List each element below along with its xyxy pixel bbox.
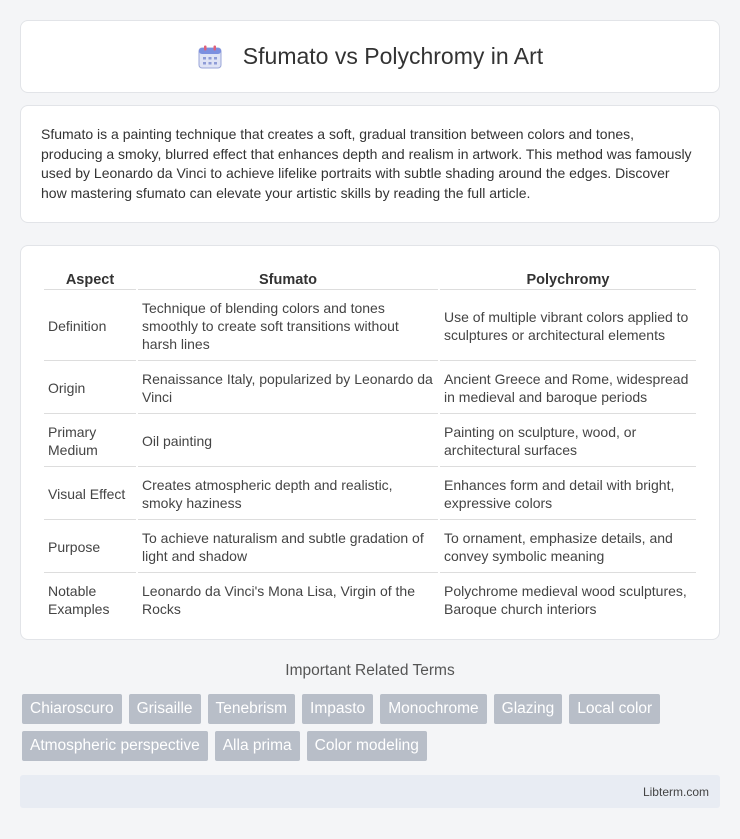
sfumato-cell: To achieve naturalism and subtle gradation of light and shadow [138, 522, 438, 573]
related-term-tag[interactable]: Local color [569, 694, 660, 724]
related-term-tag[interactable]: Color modeling [307, 731, 427, 761]
polychromy-cell: Polychrome medieval wood sculptures, Baroque church interiors [444, 583, 687, 617]
page-title: Sfumato vs Polychromy in Art [242, 43, 544, 69]
sfumato-cell: Creates atmospheric depth and realistic, smoky haziness [138, 469, 438, 520]
aspect-cell: Origin [44, 363, 136, 414]
related-term-tag[interactable]: Monochrome [380, 694, 486, 724]
comparison-table-card [20, 245, 720, 640]
footer [20, 775, 720, 808]
sfumato-cell: Renaissance Italy, popularized by Leonardo da Vinci [138, 363, 438, 414]
aspect-cell: Notable Examples [48, 583, 110, 617]
table-row [44, 469, 696, 520]
intro-card [20, 105, 720, 223]
related-term-tag[interactable]: Grisaille [129, 694, 201, 724]
sfumato-cell: Oil painting [138, 416, 438, 467]
table-row [44, 292, 696, 361]
polychromy-cell: Ancient Greece and Rome, widespread in medieval and baroque periods [440, 363, 696, 414]
table-row [44, 416, 696, 467]
column-header-sfumato: Sfumato [138, 268, 438, 290]
related-term-tag[interactable]: Tenebrism [208, 694, 296, 724]
polychromy-cell: Enhances form and detail with bright, expressive colors [440, 469, 696, 520]
polychromy-cell: To ornament, emphasize details, and convey symbolic meaning [440, 522, 696, 573]
table-row [44, 575, 696, 625]
aspect-cell: Purpose [44, 522, 136, 573]
column-header-aspect: Aspect [44, 268, 136, 290]
related-terms-title: Important Related Terms [285, 662, 455, 679]
aspect-cell: Visual Effect [44, 469, 136, 520]
footer-site-link[interactable]: Libterm.com [642, 785, 709, 799]
related-term-tag[interactable]: Atmospheric perspective [22, 731, 208, 761]
header-card [20, 20, 720, 93]
related-term-tag[interactable]: Alla prima [215, 731, 300, 761]
sfumato-cell: Technique of blending colors and tones smoothly to create soft transitions without harsh lines [138, 292, 438, 361]
related-term-tag[interactable]: Glazing [494, 694, 563, 724]
polychromy-cell: Use of multiple vibrant colors applied to sculptures or architectural elements [440, 292, 696, 361]
related-terms-list [22, 694, 722, 761]
table-header-row [44, 268, 696, 290]
comparison-table [42, 266, 698, 627]
table-row [44, 363, 696, 414]
polychromy-cell: Painting on sculpture, wood, or architectural surfaces [440, 416, 696, 467]
sfumato-cell: Leonardo da Vinci's Mona Lisa, Virgin of the Rocks [142, 583, 415, 617]
aspect-cell: Definition [44, 292, 136, 361]
column-header-polychromy: Polychromy [440, 268, 696, 290]
related-term-tag[interactable]: Impasto [302, 694, 373, 724]
aspect-cell: Primary Medium [44, 416, 136, 467]
calendar-icon [197, 44, 223, 70]
intro-text: Sfumato is a painting technique that creates a soft, gradual transition between colors and tones, producing a smoky, blurred effect that enhances depth and realism in artwork. This method was famously used by Leonardo da Vinci to achieve lifelike portraits with subtle shading around the edges. Discover how mastering sfumato can elevate your artistic skills by reading the full article. [41, 126, 692, 201]
table-row [44, 522, 696, 573]
related-term-tag[interactable]: Chiaroscuro [22, 694, 122, 724]
